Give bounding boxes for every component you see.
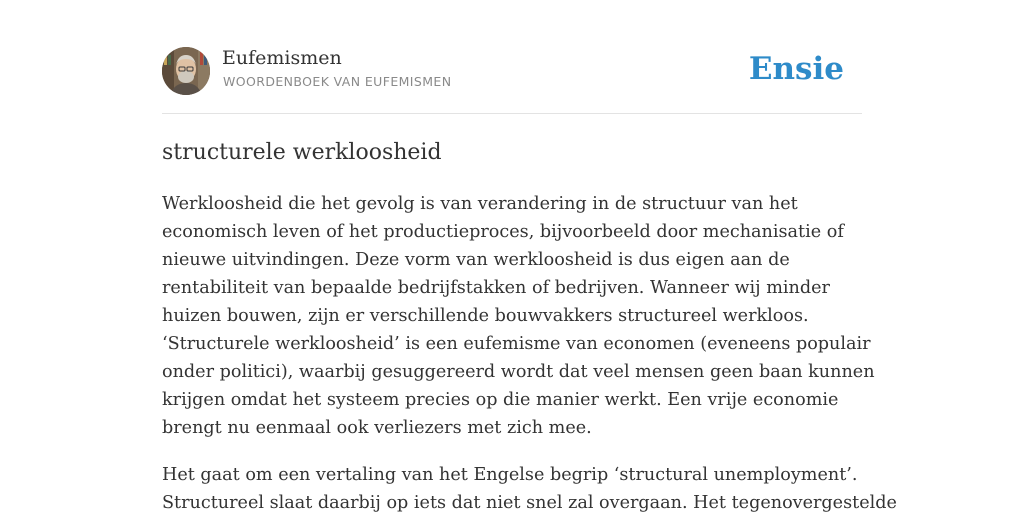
text-line: economisch leven of het productieproces, bijvoorbeeld door mechanisatie of xyxy=(162,222,844,242)
text-line: nieuwe uitvindingen. Deze vorm van werkloosheid is dus eigen aan de xyxy=(162,250,790,270)
paragraph xyxy=(162,190,875,442)
paragraph xyxy=(162,461,897,512)
entry-title: structurele werkloosheid xyxy=(162,140,442,165)
source-subtitle[interactable]: WOORDENBOEK VAN EUFEMISMEN xyxy=(223,74,452,89)
content-container xyxy=(162,0,897,512)
text-line: rentabiliteit van bepaalde bedrijfstakken of bedrijven. Wanneer wij minder xyxy=(162,278,830,298)
text-line: brengt nu eenmaal ook verliezers met zich mee. xyxy=(162,418,592,438)
text-line: Het gaat om een vertaling van het Engelse begrip ‘structural unemployment’. xyxy=(162,465,858,485)
source-name[interactable]: Eufemismen xyxy=(222,47,342,69)
entry-body xyxy=(162,190,897,512)
text-line: onder politici), waarbij gesuggereerd wordt dat veel mensen geen baan kunnen xyxy=(162,362,875,382)
paragraph-spacer xyxy=(162,442,867,461)
entry-header xyxy=(162,0,862,114)
text-line: huizen bouwen, zijn er verschillende bouwvakkers structureel werkloos. xyxy=(162,306,809,326)
text-line: Werkloosheid die het gevolg is van verandering in de structuur van het xyxy=(162,194,798,214)
person-portrait-icon xyxy=(162,47,210,95)
text-line: krijgen omdat het systeem precies op die manier werkt. Een vrije economie xyxy=(162,390,839,410)
ensie-logo[interactable]: Ensie xyxy=(748,51,844,87)
text-line: ‘Structurele werkloosheid’ is een eufemisme van economen (eveneens populair xyxy=(162,334,871,354)
text-line: Structureel slaat daarbij op iets dat niet snel zal overgaan. Het tegenovergestelde xyxy=(162,493,897,512)
avatar[interactable] xyxy=(162,47,210,95)
